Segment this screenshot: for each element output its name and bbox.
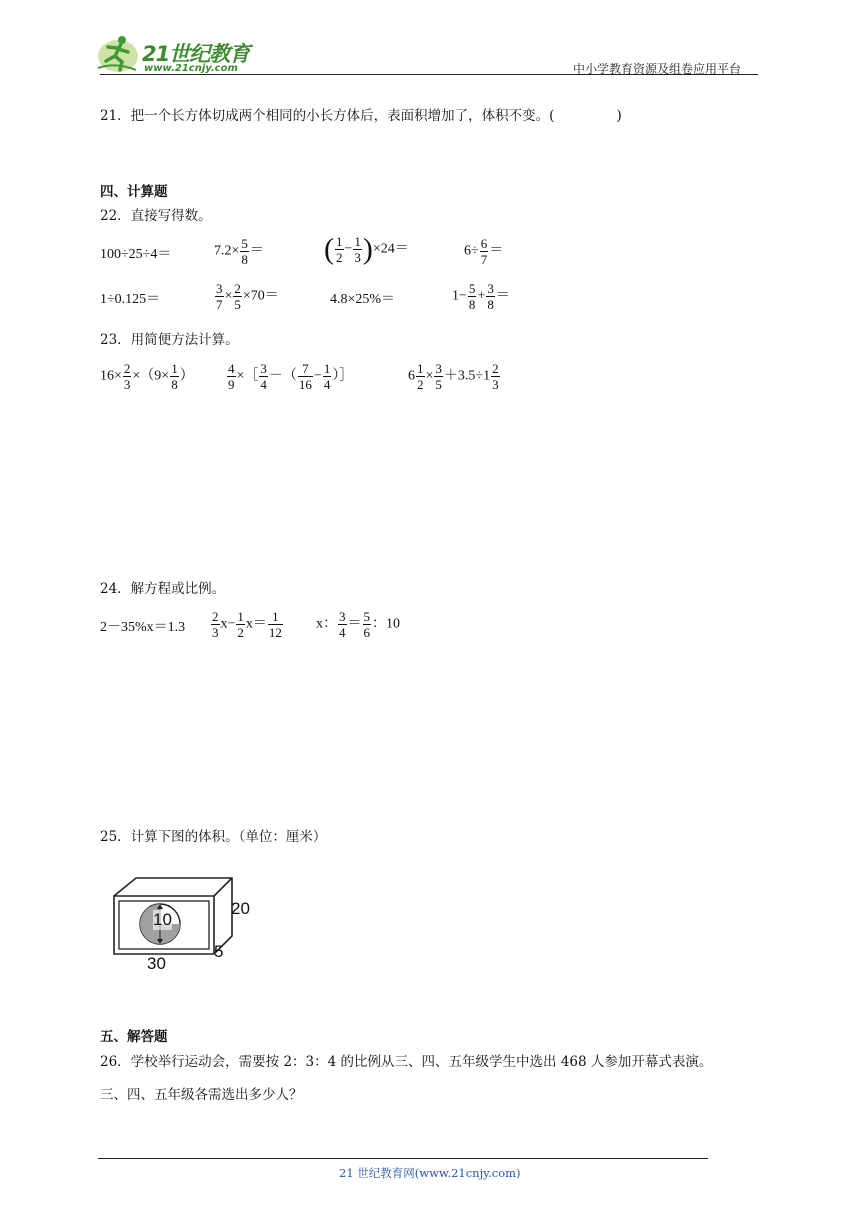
q22-expr-7: 4.8×25%＝ <box>330 292 396 307</box>
label-height: 20 <box>231 899 250 918</box>
logo-url: www.21cnjy.com <box>144 63 238 74</box>
question-24-title: 24．解方程或比例。 <box>100 581 226 597</box>
q22-expr-5: 1÷0.125＝ <box>100 292 161 307</box>
logo-title: 21世纪教育 <box>142 42 250 66</box>
header-divider <box>100 74 758 75</box>
question-21-text: 21．把一个长方体切成两个相同的小长方体后，表面积增加了，体积不变。( <box>100 108 555 124</box>
section-4-title: 四、计算题 <box>100 184 168 200</box>
q23-expr-2: $\frac{4}{9}$ ×［ $\frac{3}{4}$ －（ $\frac{7}{16}$ − $\frac{1}{4}$ ）］ <box>228 361 354 392</box>
q22-expr-1: 100÷25÷4＝ <box>100 247 172 262</box>
q22-expr-2: 7.2× $\frac{5}{8}$ ＝ <box>214 236 264 267</box>
cuboid-hole-diagram <box>104 872 264 976</box>
label-depth: 5 <box>214 942 224 961</box>
box-figure <box>104 872 264 976</box>
q24-expr-2: $\frac{2}{3}$ x− $\frac{1}{2}$ x＝ $\frac{1}{12}$ <box>212 609 282 640</box>
q22-expr-8: 1− $\frac{5}{8}$ + $\frac{3}{8}$ ＝ <box>452 281 510 312</box>
q22-expr-6: $\frac{3}{7}$ × $\frac{2}{5}$ ×70＝ <box>216 281 279 312</box>
q23-expr-3: 6 $\frac{1}{2}$ × $\frac{3}{5}$ ＋3.5÷1 $\frac{2}{3}$ <box>408 361 499 392</box>
footer-divider <box>98 1158 708 1159</box>
q24-expr-3: x： $\frac{3}{4}$ ＝ $\frac{5}{6}$ ：10 <box>316 609 400 640</box>
section-5-title: 五、解答题 <box>100 1029 168 1045</box>
question-26-line-2: 三、四、五年级各需选出多少人？ <box>100 1087 303 1103</box>
question-22-title: 22．直接写得数。 <box>100 208 212 224</box>
question-21 <box>100 107 622 125</box>
q23-expr-1: 16× $\frac{2}{3}$ ×（9× $\frac{1}{8}$ ） <box>100 361 194 392</box>
question-26-line-1: 26．学校举行运动会，需要按 2：3：4 的比例从三、四、五年级学生中选出 468 人参加开幕式表演。 <box>100 1054 713 1070</box>
label-diameter: 10 <box>153 910 172 929</box>
q24-expr-1: 2－35%x＝1.3 <box>100 620 186 635</box>
label-length: 30 <box>147 954 166 973</box>
question-21-close: ) <box>616 108 622 124</box>
q22-expr-4: 6÷ $\frac{6}{7}$ ＝ <box>464 236 504 267</box>
q22-expr-3: ( $\frac{1}{2}$ − $\frac{1}{3}$ )×24＝ <box>324 232 409 266</box>
footer-link[interactable]: 21 世纪教育网(www.21cnjy.com) <box>339 1166 521 1180</box>
question-25-title: 25．计算下图的体积。（单位：厘米） <box>100 829 327 845</box>
header-platform-text: 中小学教育资源及组卷应用平台 <box>573 62 742 76</box>
question-23-title: 23．用简便方法计算。 <box>100 332 239 348</box>
